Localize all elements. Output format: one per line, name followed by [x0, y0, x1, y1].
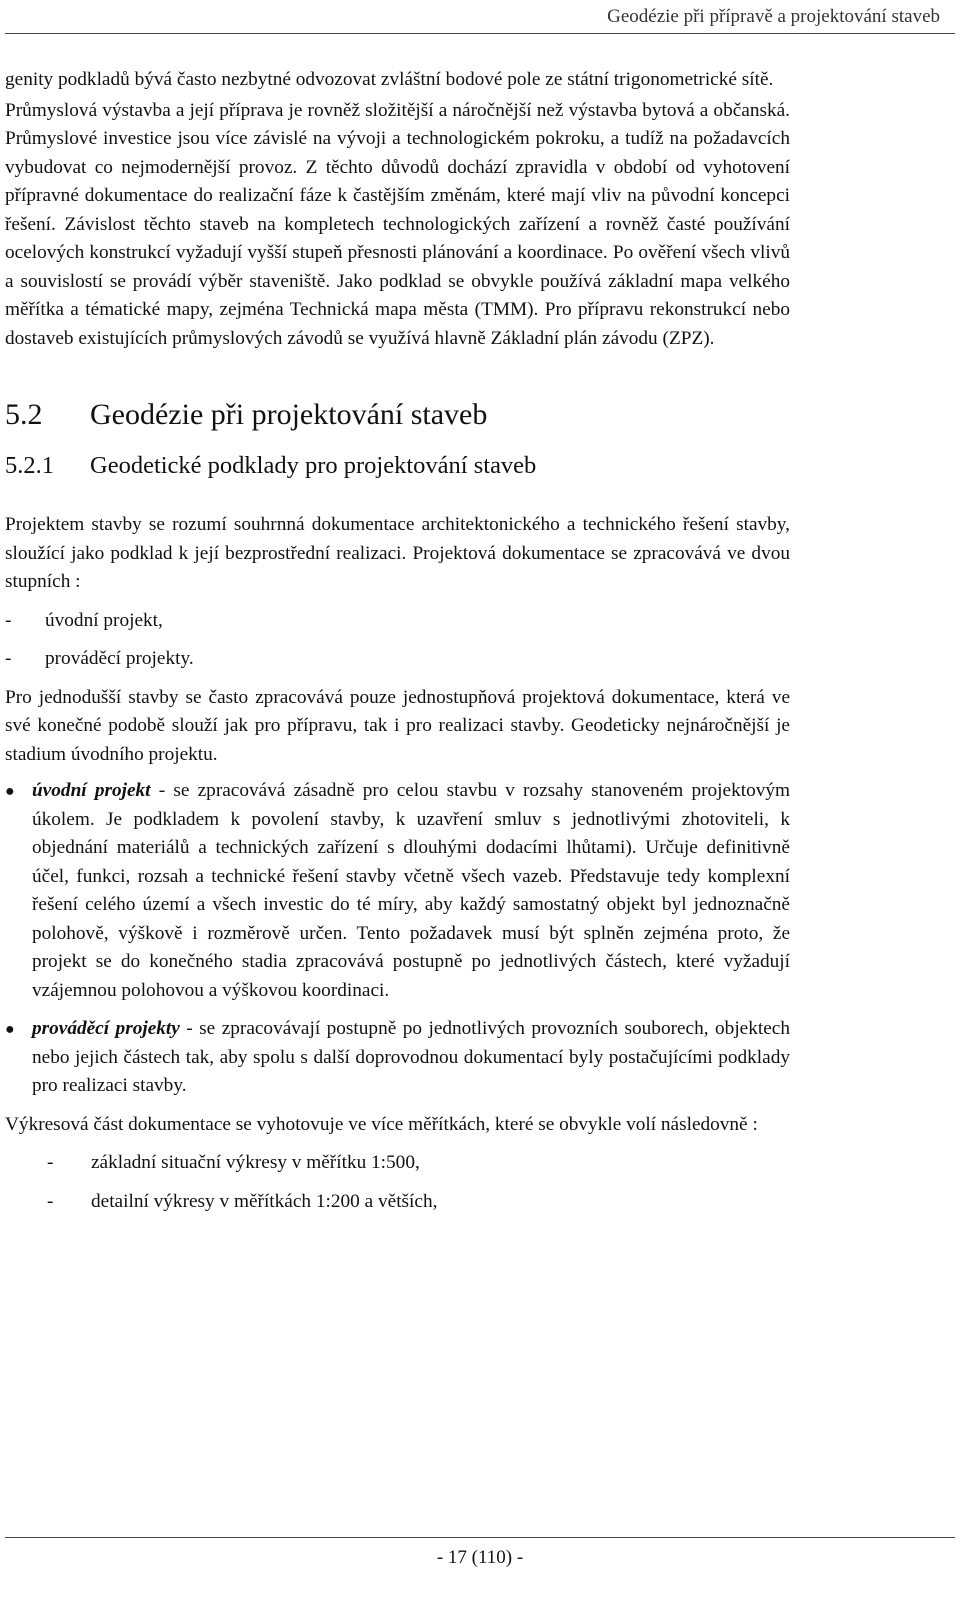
bullet-icon: ● — [5, 1021, 15, 1038]
project-stage-descriptions — [5, 777, 790, 1101]
list-item — [5, 1188, 790, 1217]
scales-list — [5, 1149, 790, 1216]
project-stages-list — [5, 607, 790, 674]
list-item-text: prováděcí projekty. — [45, 648, 194, 669]
section-heading — [5, 397, 790, 433]
list-item-text: úvodní projekt, — [45, 609, 163, 631]
list-item-text: základní situační výkresy v měřítku 1:500, — [91, 1152, 420, 1173]
paragraph-project-definition: Projektem stavby se rozumí souhrnná dokumentace architektonického a technického řešení stavby, sloužící jako podklad k její bezprostřední realizaci. Projektová dokumentace se zpracovává ve dvou stupních : — [5, 514, 790, 592]
subsection-title: Geodetické podklady pro projektování staveb — [90, 452, 537, 479]
bullet-term: úvodní projekt — [32, 780, 151, 801]
paragraph-simple-buildings: Pro jednodušší stavby se často zpracovává pouze jednostupňová projektová dokumentace, která ve své konečné podobě slouží jak pro přípravu, tak i pro realizaci stavby. Geodeticky nejnáročnější je stadium úvodního projektu. — [5, 686, 790, 765]
dash-marker: - — [47, 1190, 54, 1212]
bullet-term: prováděcí projekty — [32, 1018, 180, 1039]
dash-marker: - — [5, 609, 12, 631]
bullet-text: - se zpracovávají postupně po jednotlivých provozních souborech, objektech nebo jejich částech tak, aby spolu s další doprovodnou dokumentací byly postačujícími podklady pro realizaci stavby. — [32, 1018, 790, 1096]
running-header-title: Geodézie při přípravě a projektování staveb — [607, 6, 940, 27]
section-number: 5.2 — [5, 398, 43, 431]
paragraph-continued: genity podkladů bývá často nezbytné odvozovat zvláštní bodové pole ze státní trigonometrické sítě. — [5, 69, 774, 90]
subsection-number: 5.2.1 — [5, 452, 54, 479]
footer-divider — [5, 1537, 955, 1538]
list-item — [5, 1149, 790, 1178]
bullet-icon: ● — [5, 783, 15, 800]
bullet-text: - se zpracovává zásadně pro celou stavbu v rozsahy stanoveném projektovým úkolem. Je podkladem k povolení stavby, k uzavření smluv s jednotlivými zhotoviteli, k objednání materiálů a technických zařízení s dlouhými dodacími lhůtami). Určuje definitivně účel, funkci, rozsah a technické řešení stavby včetně všech vazeb. Představuje tedy komplexní řešení celého území a všech investic do té míry, aby každý samostatný objekt byl jednoznačně polohově, výškově i rozměrově určen. Tento požadavek musí být splněn zejména proto, že projekt se do konečného stadia zpracovává postupně po jednotlivých částech, které vyžadují vzájemnou polohovou a výškovou koordinaci. — [32, 780, 790, 1001]
page-number: - 17 (110) - — [436, 1547, 524, 1568]
dash-marker: - — [47, 1152, 54, 1173]
paragraph-drawing-scales: Výkresová část dokumentace se vyhotovuje ve více měřítkách, které se obvykle volí následovně : — [5, 1113, 758, 1135]
section-title: Geodézie při projektování staveb — [90, 398, 488, 431]
dash-marker: - — [5, 648, 12, 669]
bullet-body — [32, 777, 790, 1005]
bullet-item — [5, 1015, 790, 1101]
bullet-body — [32, 1015, 790, 1101]
paragraph-industrial-construction: Průmyslová výstavba a její příprava je rovněž složitější a náročnější než výstavba bytová a občanská. Průmyslové investice jsou více závislé na vývoji a technologickém pokroku, a tudíž na požadavcích vybudovat co nejmodernější provoz. Z těchto důvodů dochází zpravidla v období od vyhotovení přípravné dokumentace do realizační fáze k častějším změnám, které mají vliv na původní koncepci řešení. Závislost těchto staveb na kompletech technologických zařízení a rovněž časté používání ocelových konstrukcí vyžadují vyšší stupeň přesnosti plánování a koordinace. Po ověření všech vlivů a souvislostí se provádí výběr staveniště. Jako podklad se obvykle používá základní mapa velkého měřítka a tématické mapy, zejména Technická mapa města (TMM). Pro přípravu rekonstrukcí nebo dostaveb existujících průmyslových závodů se využívá hlavně Základní plán závodu (ZPZ). — [5, 99, 790, 349]
list-item-text: detailní výkresy v měřítkách 1:200 a větších, — [91, 1190, 438, 1212]
page-header — [0, 0, 960, 34]
list-item — [5, 607, 790, 636]
page-content — [5, 66, 790, 1226]
bullet-item — [5, 777, 790, 1005]
list-item — [5, 645, 790, 674]
subsection-heading — [5, 451, 790, 481]
header-divider — [5, 33, 955, 34]
